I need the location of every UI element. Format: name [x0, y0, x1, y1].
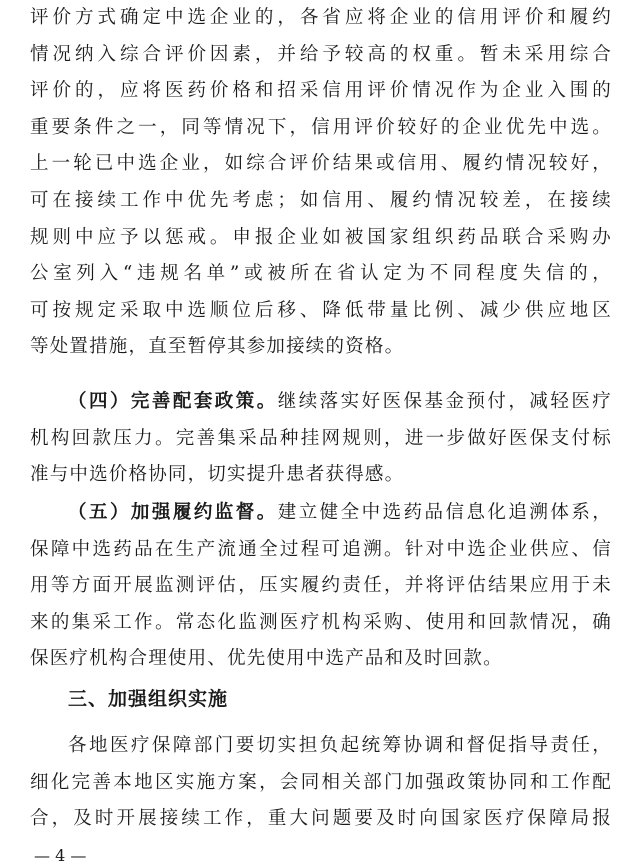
text-line: 重要条件之一，同等情况下，信用评价较好的企业优先中选。: [30, 116, 612, 138]
text-line: 机构回款压力。完善集采品种挂网规则，进一步做好医保支付标: [30, 427, 612, 449]
text-line: 用等方面开展监测评估，压实履约责任，并将评估结果应用于未: [30, 575, 612, 597]
text-line: 各地医疗保障部门要切实担负起统筹协调和督促指导责任，: [68, 735, 612, 756]
page-number: — 4 —: [34, 846, 87, 865]
paragraph-organization: [30, 728, 612, 838]
text-line: 评价的，应将医药价格和招采信用评价情况作为企业入围的: [30, 80, 612, 102]
paragraph-supporting-policies: [30, 384, 612, 494]
text-line: 等处置措施，直至暂停其参加接续的资格。: [30, 336, 405, 358]
text-line: 可按规定采取中选顺位后移、降低带量比例、减少供应地区: [30, 299, 612, 321]
paragraph-credit-evaluation: [30, 0, 612, 366]
text-line: [30, 495, 612, 532]
text-line: 评价方式确定中选企业的，各省应将企业的信用评价和履约: [30, 7, 612, 28]
text-line: 可在接续工作中优先考虑；如信用、履约情况较差，在接续: [30, 189, 612, 211]
text-span: 继续落实好医保基金预付，减轻医疗: [277, 391, 612, 412]
text-line: 保医疗机构合理使用、优先使用中选产品和及时回款。: [30, 648, 503, 670]
text-line: 合，及时开展接续工作，重大问题要及时向国家医疗保障局报: [30, 808, 612, 830]
text-line: 情况纳入综合评价因素，并给予较高的权重。暂未采用综合: [30, 43, 612, 65]
paragraph-performance-supervision: [30, 495, 612, 678]
text-line: 上一轮已中选企业，如综合评价结果或信用、履约情况较好，: [30, 153, 612, 175]
subheading-four: （四）完善配套政策。: [68, 391, 278, 412]
section-heading: 三、加强组织实施: [68, 688, 229, 710]
text-line: 规则中应予以惩戒。申报企业如被国家组织药品联合采购办: [30, 226, 612, 248]
subheading-five: （五）加强履约监督。: [68, 502, 278, 523]
text-line: 准与中选价格协同，切实提升患者获得感。: [30, 464, 405, 486]
text-line: 细化完善本地区实施方案，会同相关部门加强政策协同和工作配: [30, 771, 612, 793]
text-line: 公室列入“违规名单”或被所在省认定为不同程度失信的，: [30, 263, 612, 285]
text-line: [30, 384, 612, 421]
text-span: 建立健全中选药品信息化追溯体系，: [277, 502, 612, 523]
text-line: 保障中选药品在生产流通全过程可追溯。针对中选企业供应、信: [30, 538, 612, 560]
text-line: 来的集采工作。常态化监测医疗机构采购、使用和回款情况，确: [30, 611, 612, 633]
